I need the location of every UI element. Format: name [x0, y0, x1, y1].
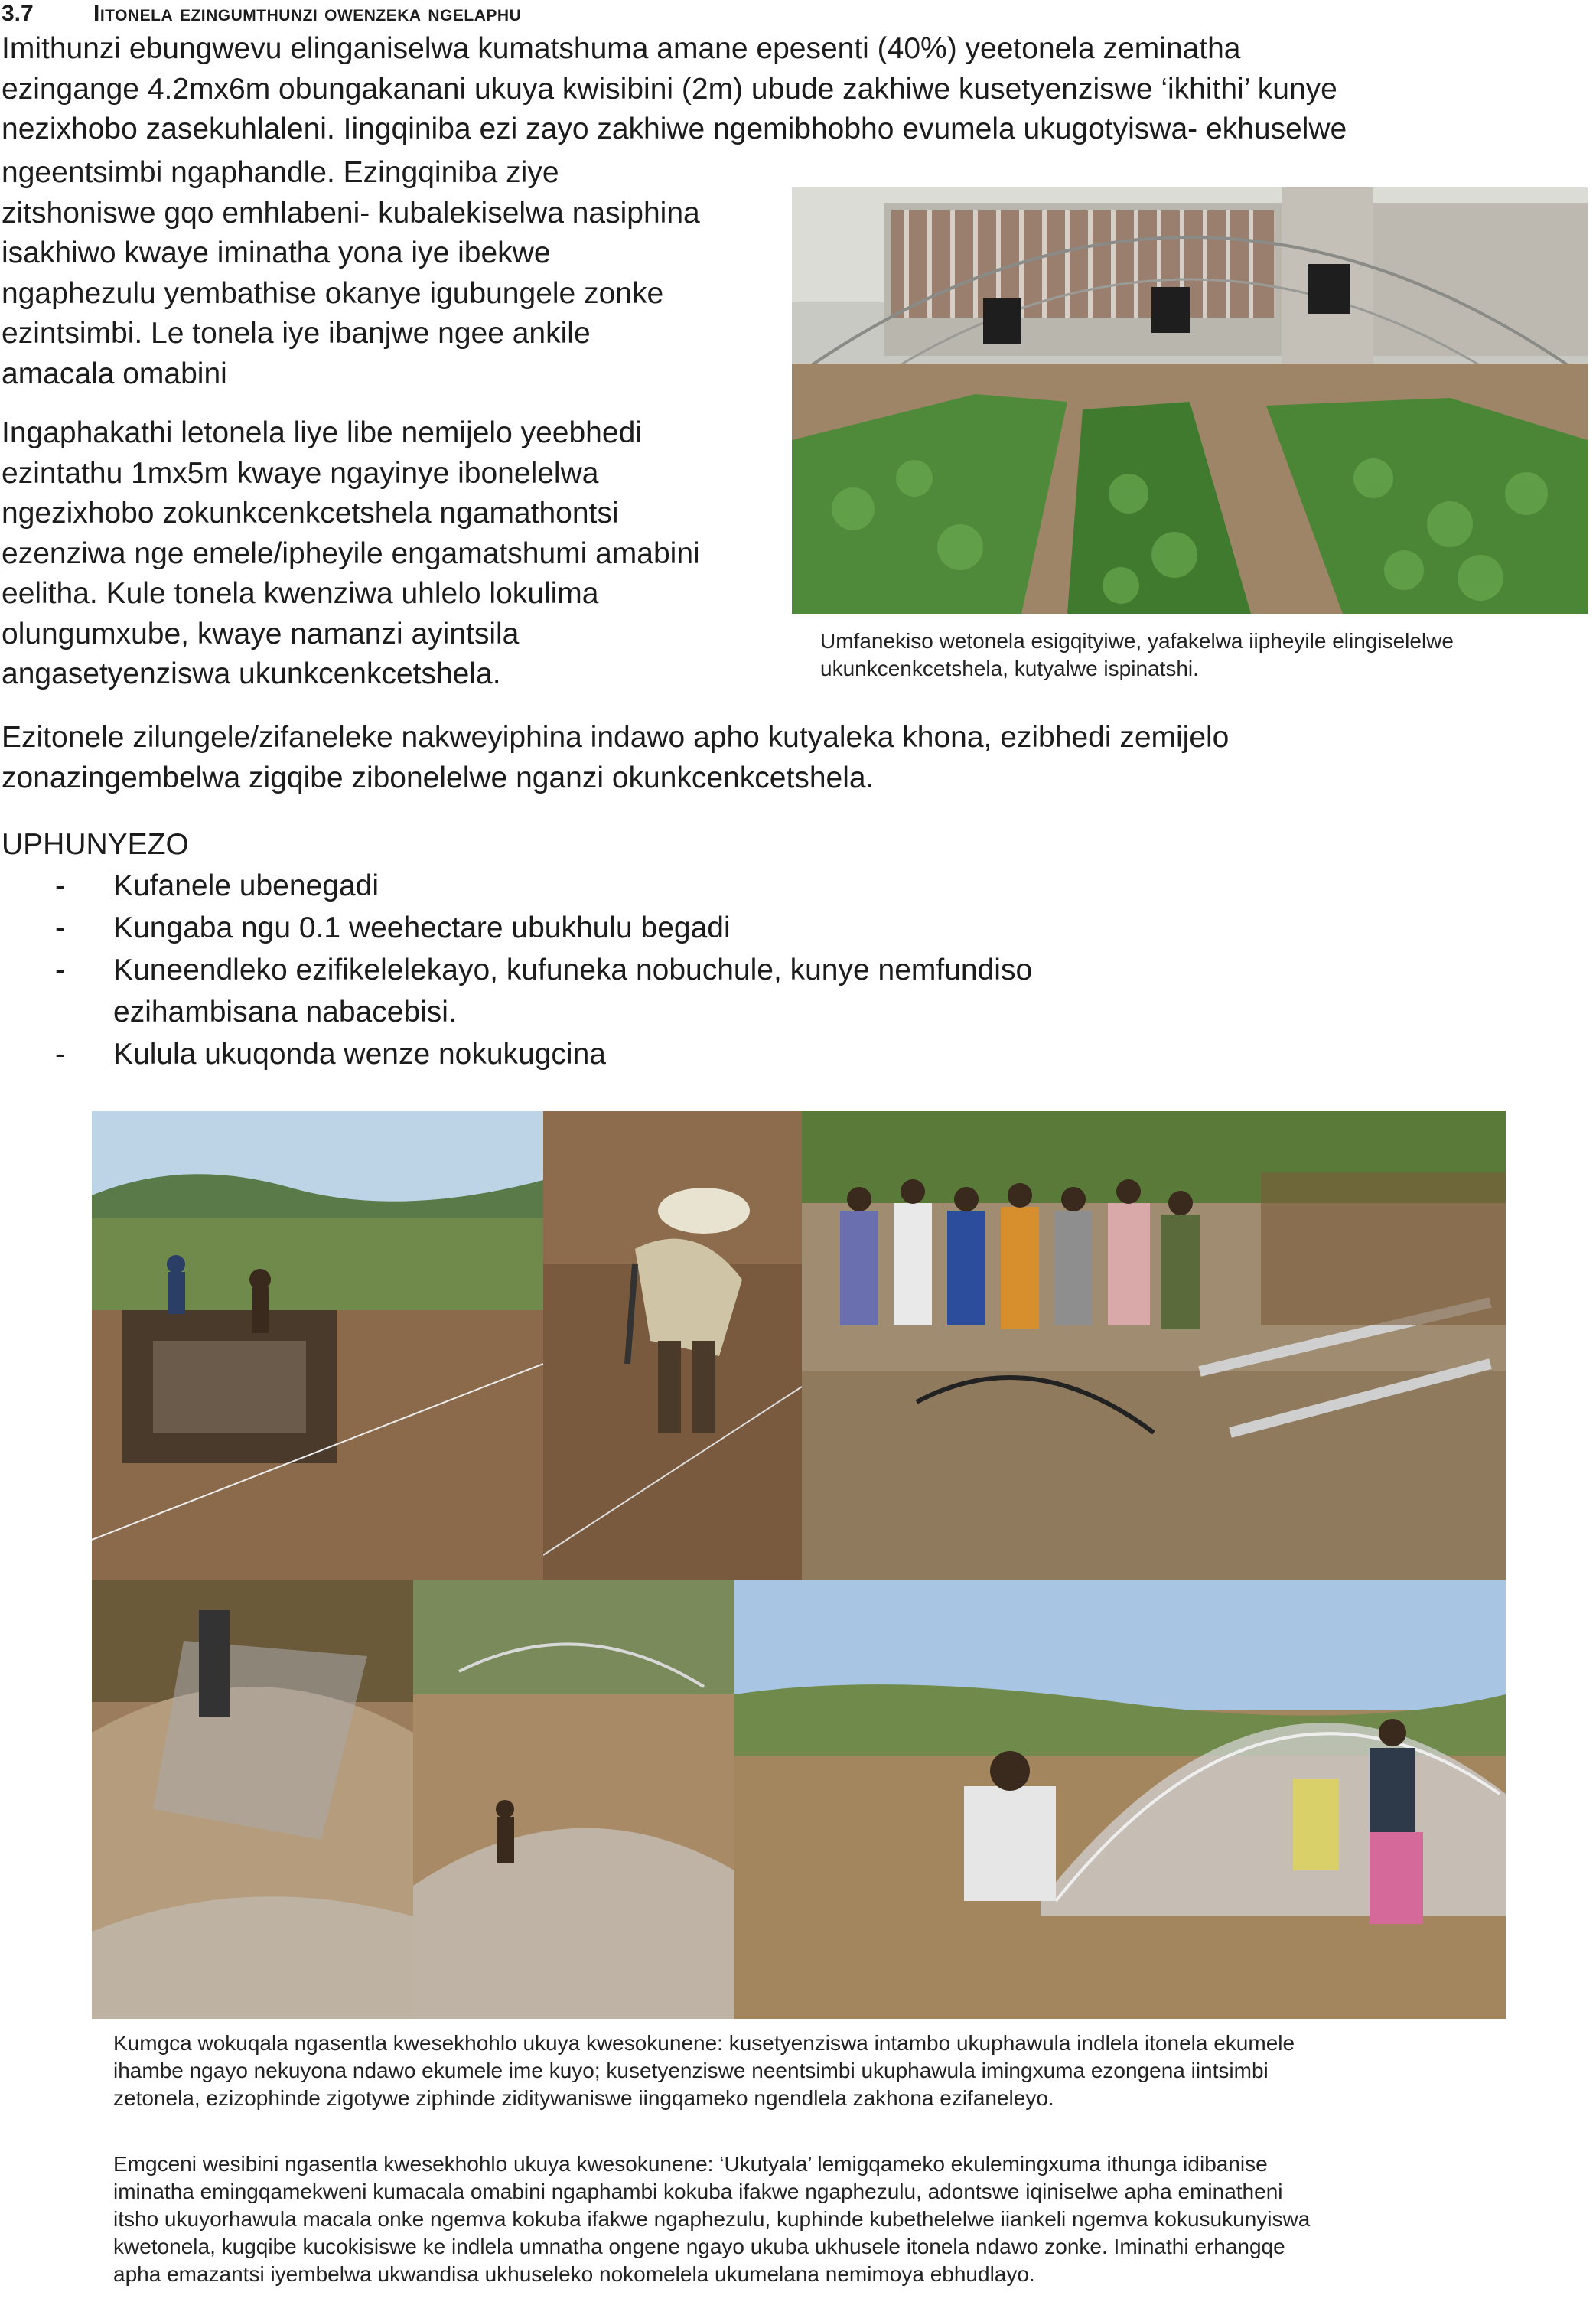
group-hoops-photo — [802, 1111, 1506, 1580]
row2-caption — [113, 2150, 1506, 2288]
text-line: zitshoniswe gqo emhlabeni- kubalekiselwa nasiphina — [2, 196, 700, 230]
caption-line: ihambe ngayo nekuyona ndawo ekumele ime kuyo; kusetyenziswe neentsimbi ukuphawula imingxuma ezongena iintsimbi — [113, 2059, 1269, 2082]
interior-paragraph — [2, 413, 774, 695]
text-line: Ingaphakathi letonela liye libe nemijelo yeebhedi — [2, 416, 642, 449]
section-number: 3.7 — [2, 1, 34, 26]
list-dash: - — [55, 869, 65, 902]
list-item-text: Kungaba ngu 0.1 weehectare ubukhulu begadi — [113, 911, 731, 944]
caption-line: Emgceni wesibini ngasentla kwesekhohlo ukuya kwesokunene: ‘Ukutyala’ lemigqameko ekulemingxuma ithunga idibanise — [113, 2152, 1268, 2176]
advantages-list — [0, 865, 1224, 1075]
list-dash: - — [55, 1038, 65, 1071]
advantages-heading: UPHUNYEZO — [2, 828, 189, 861]
caption-line: itsho ukuyorhawula macala onke ngemva kokuba ifakwe ngaphezulu, kuphinde kubethelelwe iiankeli ngemva kokusukunyiswa — [113, 2207, 1311, 2231]
suitability-paragraph — [2, 718, 1455, 798]
caption-line: Kumgca wokuqala ngasentla kwesekhohlo ukuya kwesokunene: kusetyenziswa intambo ukuphawula indlela itonela ekumele — [113, 2031, 1295, 2055]
list-item — [0, 865, 1224, 907]
list-item-text: Kulula ukuqonda wenze nokukugcina — [113, 1038, 606, 1071]
text-line: ngeentsimbi ngaphandle. Ezingqiniba ziye — [2, 156, 559, 189]
caption-line: iminatha emingqamekweni kumacala omabini ngaphambi kokuba ifakwe ngaphezulu, adontswe iqiniselwe apha eminatheni — [113, 2180, 1283, 2203]
text-line: ngaphezulu yembathise okanye igubungele zonke — [2, 276, 664, 310]
intro-line: Imithunzi ebungwevu elinganiselwa kumatshuma amane epesenti (40%) yeetonela zeminatha — [2, 32, 1241, 65]
caption-line: apha emazantsi iyembelwa ukwandisa ukhuseleko nokomelela ukumelana nemimoya ebhudlayo. — [113, 2262, 1035, 2286]
net-fitting-photo — [413, 1580, 734, 2019]
intro-line: ezingange 4.2mx6m obungakanani ukuya kwisibini (2m) ubude zakhiwe kusetyenziswe ‘ikhithi’ kunye — [2, 72, 1337, 106]
caption-line: kwetonela, kugqibe kucokisiswe ke indlela umnatha ongene ngayo ukuba ukhusele itonela ndawo zonke. Iminathi erhangqe — [113, 2235, 1285, 2258]
text-line: ngezixhobo zokunkcenkcetshela ngamathontsi — [2, 497, 619, 530]
list-item — [0, 907, 1224, 949]
intro-paragraph-continued — [2, 153, 774, 394]
row1-caption — [113, 2030, 1506, 2112]
caption-line: ukunkcenkcetshela, kutyalwe ispinatshi. — [820, 657, 1199, 680]
text-line: olungumxube, kwaye namanzi ayintsila — [2, 617, 520, 650]
text-line: ezintsimbi. Le tonela iye ibanjwe ngee ankile — [2, 317, 591, 350]
text-line: Ezitonele zilungele/zifaneleke nakweyiphina indawo apho kutyaleka khona, ezibhedi zemijelo — [2, 721, 1230, 754]
list-item-text: Kuneendleko ezifikelelekayo, kufuneka nobuchule, kunye nemfundiso — [113, 954, 1033, 986]
section-title: Iitonela ezingumthunzi owenzeka ngelaphu — [93, 1, 522, 26]
caption-line: zetonela, ezizophinde zigotywe ziphinde ziditywaniswe iingqameko ngendlela zakhona ezifaneleyo. — [113, 2086, 1054, 2110]
text-line: ezenziwa nge emele/ipheyile engamatshumi amabini — [2, 536, 700, 570]
tunnel-spinach-photo — [792, 187, 1588, 614]
list-item — [0, 1033, 1224, 1075]
text-line: amacala omabini — [2, 357, 227, 390]
text-line: eelitha. Kule tonela kwenziwa uhlelo lokulima — [2, 577, 599, 610]
list-item-text: Kufanele ubenegadi — [113, 869, 379, 902]
net-anchoring-photo — [734, 1580, 1506, 2019]
text-line: isakhiwo kwaye iminatha yona iye ibekwe — [2, 236, 551, 269]
marking-pegs-photo — [543, 1111, 802, 1580]
section-heading — [2, 0, 521, 28]
intro-paragraph — [2, 29, 1455, 150]
caption-line: Umfanekiso wetonela esigqityiwe, yafakelwa iipheyile elingiselelwe — [820, 629, 1454, 653]
tunnel-photo-caption — [820, 628, 1570, 683]
intro-line: nezixhobo zasekuhlaleni. Iingqiniba ezi zayo zakhiwe ngemibhobho evumela ukugotyiswa- ekhuselwe — [2, 112, 1347, 145]
list-item — [0, 949, 1224, 991]
list-dash: - — [55, 954, 65, 986]
net-hanging-photo — [92, 1580, 413, 2019]
text-line: angasetyenziswa ukunkcenkcetshela. — [2, 657, 501, 690]
text-line: zonazingembelwa zigqibe zibonelelwe nganzi okunkcenkcetshela. — [2, 761, 875, 794]
text-line: ezintathu 1mx5m kwaye ngayinye ibonelelwa — [2, 456, 599, 490]
list-item-text: ezihambisana nabacebisi. — [113, 996, 457, 1029]
list-dash: - — [55, 911, 65, 944]
list-item-continuation — [0, 991, 1224, 1033]
marking-rope-photo — [92, 1111, 543, 1580]
